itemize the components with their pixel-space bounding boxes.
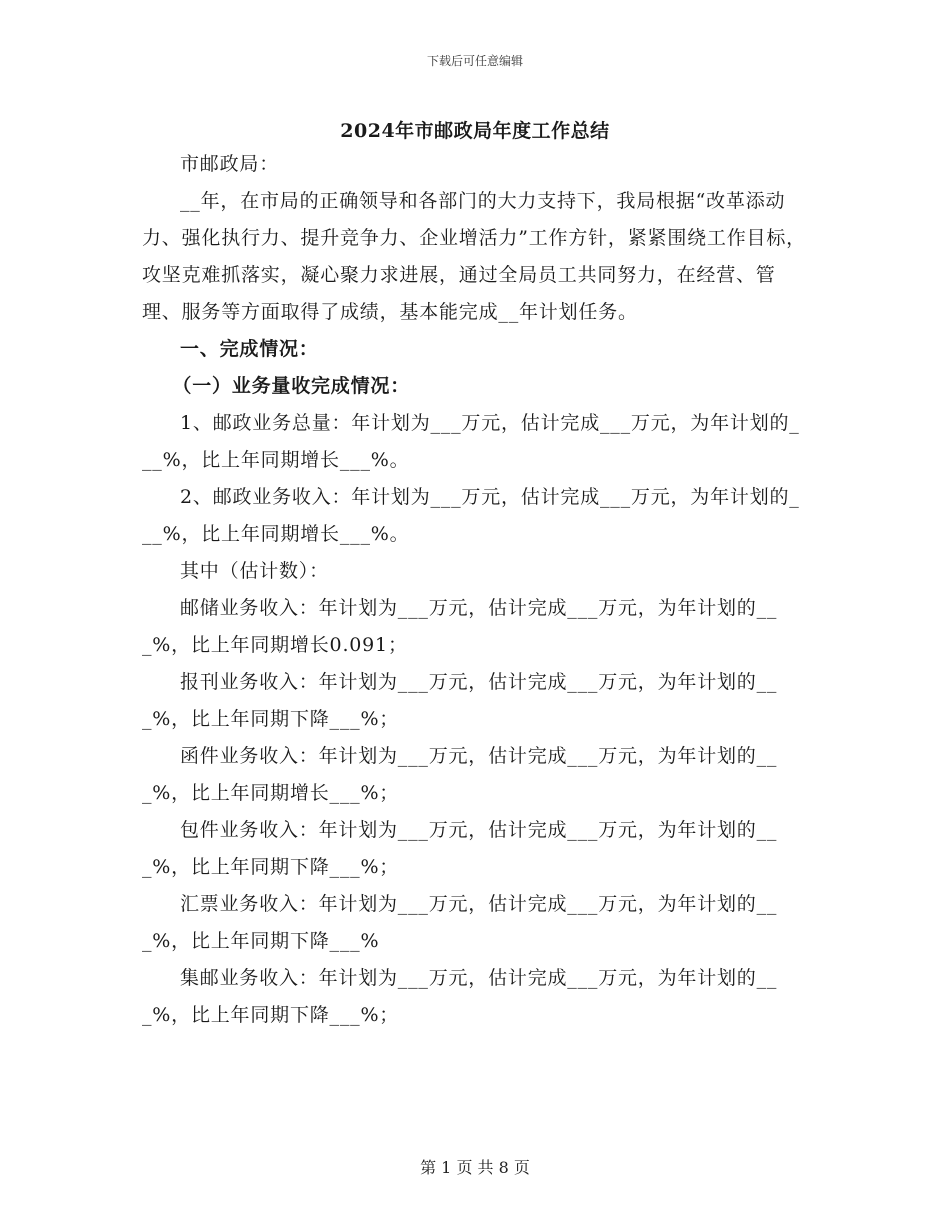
subsection-heading-business-volume: （一）业务量收完成情况：: [172, 375, 410, 397]
document-body: [142, 146, 808, 1034]
item-postal-total: 1、邮政业务总量：年计划为___万元，估计完成___万元，为年计划的___%，比上年同期增长___%。: [142, 412, 800, 471]
item-parcel-income: 包件业务收入：年计划为___万元，估计完成___万元，为年计划的___%，比上年同期下降___%；: [142, 819, 778, 878]
estimate-label: 其中（估计数）：: [180, 560, 329, 582]
intro-paragraph: __年，在市局的正确领导和各部门的大力支持下，我局根据“改革添动力、强化执行力、提升竞争力、企业增活力”工作方针，紧紧围绕工作目标，攻坚克难抓落实，凝心聚力求进展，通过全局员工共同努力，在经营、管理、服务等方面取得了成绩，基本能完成__年计划任务。: [142, 190, 806, 323]
page-footer: 第 1 页 共 8 页: [420, 1158, 530, 1177]
item-savings-income: 邮储业务收入：年计划为___万元，估计完成___万元，为年计划的___%，比上年同期增长0.091；: [142, 597, 778, 656]
item-remittance-income: 汇票业务收入：年计划为___万元，估计完成___万元，为年计划的___%，比上年同期下降___%: [142, 893, 778, 952]
item-philately-income: 集邮业务收入：年计划为___万元，估计完成___万元，为年计划的___%，比上年同期下降___%；: [142, 967, 778, 1026]
item-letter-income: 函件业务收入：年计划为___万元，估计完成___万元，为年计划的___%，比上年同期增长___%；: [142, 745, 778, 804]
section-heading-completion: 一、完成情况：: [180, 338, 319, 360]
item-postal-income: 2、邮政业务收入：年计划为___万元，估计完成___万元，为年计划的___%，比上年同期增长___%。: [142, 486, 800, 545]
document-title: 2024年市邮政局年度工作总结: [340, 120, 610, 142]
item-newspaper-income: 报刊业务收入：年计划为___万元，估计完成___万元，为年计划的___%，比上年同期下降___%；: [142, 671, 778, 730]
header-note: 下载后可任意编辑: [426, 54, 523, 68]
salutation: 市邮政局：: [180, 153, 280, 175]
